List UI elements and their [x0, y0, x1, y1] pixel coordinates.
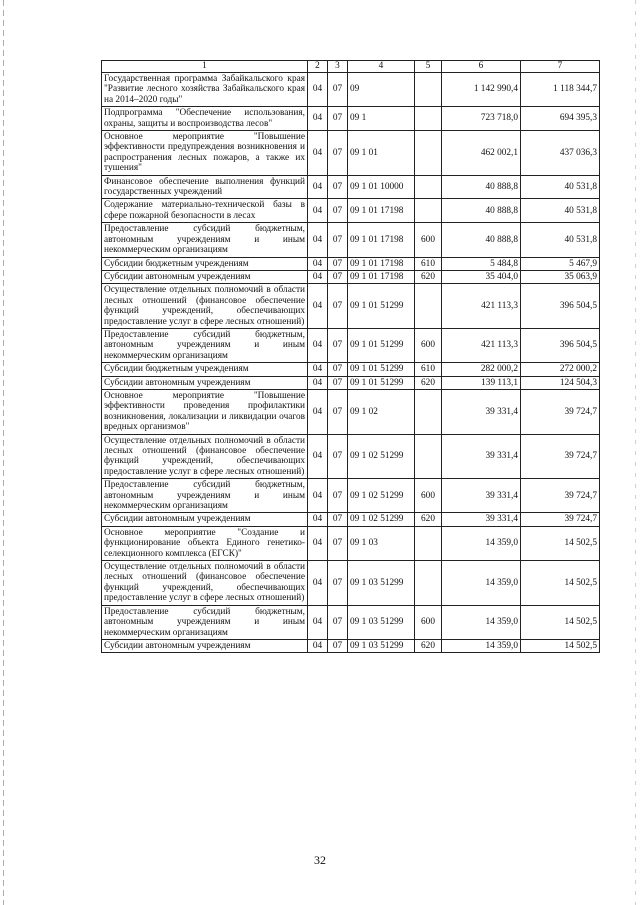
item-name: Государственная программа Забайкальского края "Развитие лесного хозяйства Забайкальского края на 2014–2020 годы": [102, 73, 308, 107]
table-row: [102, 561, 600, 606]
amount-year-2: 14 502,5: [521, 639, 600, 652]
target-article-code: 09 1 01 17198: [348, 199, 415, 223]
section-code: 04: [308, 389, 328, 434]
target-article-code: 09 1 03 51299: [348, 605, 415, 639]
target-article-code: 09 1 01 51299: [348, 363, 415, 376]
target-article-code: 09 1: [348, 107, 415, 131]
target-article-code: 09 1 01 51299: [348, 328, 415, 362]
amount-year-2: 124 504,3: [521, 376, 600, 389]
header-col-7: 7: [521, 61, 600, 73]
expense-type-code: 620: [415, 513, 442, 526]
expense-type-code: [415, 199, 442, 223]
amount-year-1: 1 142 990,4: [442, 73, 521, 107]
item-name: Предоставление субсидий бюджетным, автономным учреждениям и иным некоммерческим организациям: [102, 328, 308, 362]
expense-type-code: [415, 561, 442, 606]
header-col-3: 3: [328, 61, 348, 73]
expense-type-code: [415, 526, 442, 560]
item-name: Субсидии бюджетным учреждениям: [102, 257, 308, 270]
subsection-code: 07: [328, 175, 348, 199]
amount-year-1: 14 359,0: [442, 526, 521, 560]
table-header: [102, 61, 600, 73]
section-code: 04: [308, 199, 328, 223]
table-row: [102, 270, 600, 283]
item-name: Предоставление субсидий бюджетным, автономным учреждениям и иным некоммерческим организациям: [102, 479, 308, 513]
table-row: [102, 199, 600, 223]
table-row: [102, 513, 600, 526]
item-name: Субсидии автономным учреждениям: [102, 270, 308, 283]
amount-year-1: 14 359,0: [442, 605, 521, 639]
scan-edge-left: [3, 0, 4, 905]
target-article-code: 09 1 01: [348, 131, 415, 176]
subsection-code: 07: [328, 270, 348, 283]
expense-type-code: 620: [415, 376, 442, 389]
target-article-code: 09: [348, 73, 415, 107]
header-col-2: 2: [308, 61, 328, 73]
table-row: [102, 131, 600, 176]
target-article-code: 09 1 01 17198: [348, 257, 415, 270]
subsection-code: 07: [328, 284, 348, 329]
table-body: [102, 73, 600, 653]
expense-type-code: [415, 175, 442, 199]
table-row: [102, 639, 600, 652]
amount-year-1: 421 113,3: [442, 284, 521, 329]
header-col-4: 4: [348, 61, 415, 73]
table-row: [102, 526, 600, 560]
amount-year-1: 14 359,0: [442, 561, 521, 606]
target-article-code: 09 1 01 17198: [348, 270, 415, 283]
subsection-code: 07: [328, 73, 348, 107]
target-article-code: 09 1 01 51299: [348, 284, 415, 329]
section-code: 04: [308, 131, 328, 176]
target-article-code: 09 1 02 51299: [348, 513, 415, 526]
expense-type-code: 600: [415, 223, 442, 257]
table-row: [102, 605, 600, 639]
item-name: Основное мероприятие "Создание и функционирование объекта Единого генетико-селекционного комплекса (ЕГСК)": [102, 526, 308, 560]
amount-year-2: 40 531,8: [521, 175, 600, 199]
subsection-code: 07: [328, 328, 348, 362]
amount-year-1: 39 331,4: [442, 434, 521, 479]
item-name: Содержание материально-технической базы в сфере пожарной безопасности в лесах: [102, 199, 308, 223]
header-col-6: 6: [442, 61, 521, 73]
item-name: Основное мероприятие "Повышение эффективности предупреждения возникновения и распространения лесных пожаров, а также их тушения": [102, 131, 308, 176]
subsection-code: 07: [328, 526, 348, 560]
amount-year-1: 421 113,3: [442, 328, 521, 362]
target-article-code: 09 1 03 51299: [348, 639, 415, 652]
amount-year-2: 40 531,8: [521, 199, 600, 223]
amount-year-1: 39 331,4: [442, 479, 521, 513]
section-code: 04: [308, 605, 328, 639]
expense-type-code: [415, 389, 442, 434]
section-code: 04: [308, 526, 328, 560]
amount-year-2: 396 504,5: [521, 328, 600, 362]
amount-year-1: 39 331,4: [442, 513, 521, 526]
section-code: 04: [308, 479, 328, 513]
target-article-code: 09 1 02: [348, 389, 415, 434]
amount-year-2: 39 724,7: [521, 389, 600, 434]
item-name: Подпрограмма "Обеспечение использования, охраны, защиты и воспроизводства лесов": [102, 107, 308, 131]
subsection-code: 07: [328, 389, 348, 434]
item-name: Финансовое обеспечение выполнения функций государственных учреждений: [102, 175, 308, 199]
scan-edge-right: [635, 0, 636, 905]
table-row: [102, 73, 600, 107]
target-article-code: 09 1 03 51299: [348, 561, 415, 606]
amount-year-1: 39 331,4: [442, 389, 521, 434]
target-article-code: 09 1 01 10000: [348, 175, 415, 199]
subsection-code: 07: [328, 363, 348, 376]
amount-year-2: 437 036,3: [521, 131, 600, 176]
section-code: 04: [308, 284, 328, 329]
section-code: 04: [308, 223, 328, 257]
expense-type-code: [415, 73, 442, 107]
subsection-code: 07: [328, 131, 348, 176]
budget-table: [101, 60, 600, 653]
amount-year-2: 694 395,3: [521, 107, 600, 131]
table-row: [102, 284, 600, 329]
expense-type-code: 620: [415, 639, 442, 652]
section-code: 04: [308, 73, 328, 107]
section-code: 04: [308, 376, 328, 389]
expense-type-code: [415, 434, 442, 479]
table-row: [102, 175, 600, 199]
amount-year-2: 40 531,8: [521, 223, 600, 257]
subsection-code: 07: [328, 513, 348, 526]
subsection-code: 07: [328, 561, 348, 606]
section-code: 04: [308, 513, 328, 526]
amount-year-1: 139 113,1: [442, 376, 521, 389]
amount-year-2: 14 502,5: [521, 526, 600, 560]
expense-type-code: [415, 107, 442, 131]
table-row: [102, 376, 600, 389]
page-number: 32: [314, 853, 326, 867]
item-name: Предоставление субсидий бюджетным, автономным учреждениям и иным некоммерческим организациям: [102, 605, 308, 639]
section-code: 04: [308, 328, 328, 362]
section-code: 04: [308, 363, 328, 376]
section-code: 04: [308, 434, 328, 479]
header-col-1: 1: [102, 61, 308, 73]
amount-year-1: 40 888,8: [442, 223, 521, 257]
amount-year-2: 14 502,5: [521, 605, 600, 639]
table-row: [102, 434, 600, 479]
target-article-code: 09 1 02 51299: [348, 434, 415, 479]
subsection-code: 07: [328, 107, 348, 131]
item-name: Осуществление отдельных полномочий в области лесных отношений (финансовое обеспечение функций учреждений, обеспечивающих предоставление услуг в сфере лесных отношений): [102, 561, 308, 606]
item-name: Субсидии автономным учреждениям: [102, 376, 308, 389]
expense-type-code: [415, 131, 442, 176]
amount-year-1: 462 002,1: [442, 131, 521, 176]
expense-type-code: 600: [415, 605, 442, 639]
subsection-code: 07: [328, 257, 348, 270]
table-row: [102, 363, 600, 376]
amount-year-1: 723 718,0: [442, 107, 521, 131]
header-col-5: 5: [415, 61, 442, 73]
section-code: 04: [308, 257, 328, 270]
subsection-code: 07: [328, 434, 348, 479]
amount-year-1: 5 484,8: [442, 257, 521, 270]
expense-type-code: 610: [415, 363, 442, 376]
amount-year-2: 39 724,7: [521, 513, 600, 526]
amount-year-2: 35 063,9: [521, 270, 600, 283]
amount-year-1: 40 888,8: [442, 199, 521, 223]
header-row: [102, 61, 600, 73]
expense-type-code: 600: [415, 479, 442, 513]
section-code: 04: [308, 639, 328, 652]
target-article-code: 09 1 03: [348, 526, 415, 560]
target-article-code: 09 1 01 51299: [348, 376, 415, 389]
item-name: Субсидии бюджетным учреждениям: [102, 363, 308, 376]
section-code: 04: [308, 561, 328, 606]
amount-year-2: 396 504,5: [521, 284, 600, 329]
amount-year-2: 5 467,9: [521, 257, 600, 270]
amount-year-2: 39 724,7: [521, 434, 600, 479]
table-row: [102, 328, 600, 362]
target-article-code: 09 1 02 51299: [348, 479, 415, 513]
item-name: Субсидии автономным учреждениям: [102, 513, 308, 526]
table-row: [102, 479, 600, 513]
section-code: 04: [308, 175, 328, 199]
subsection-code: 07: [328, 199, 348, 223]
amount-year-2: 272 000,2: [521, 363, 600, 376]
section-code: 04: [308, 270, 328, 283]
section-code: 04: [308, 107, 328, 131]
subsection-code: 07: [328, 605, 348, 639]
expense-type-code: [415, 284, 442, 329]
expense-type-code: 620: [415, 270, 442, 283]
subsection-code: 07: [328, 639, 348, 652]
expense-type-code: 600: [415, 328, 442, 362]
amount-year-1: 35 404,0: [442, 270, 521, 283]
target-article-code: 09 1 01 17198: [348, 223, 415, 257]
table-row: [102, 223, 600, 257]
subsection-code: 07: [328, 376, 348, 389]
table-row: [102, 389, 600, 434]
expense-type-code: 610: [415, 257, 442, 270]
item-name: Осуществление отдельных полномочий в области лесных отношений (финансовое обеспечение функций учреждений, обеспечивающих предоставление услуг в сфере лесных отношений): [102, 434, 308, 479]
table-row: [102, 257, 600, 270]
amount-year-2: 14 502,5: [521, 561, 600, 606]
table-row: [102, 107, 600, 131]
amount-year-1: 14 359,0: [442, 639, 521, 652]
item-name: Предоставление субсидий бюджетным, автономным учреждениям и иным некоммерческим организациям: [102, 223, 308, 257]
subsection-code: 07: [328, 223, 348, 257]
amount-year-2: 39 724,7: [521, 479, 600, 513]
amount-year-1: 40 888,8: [442, 175, 521, 199]
amount-year-2: 1 118 344,7: [521, 73, 600, 107]
item-name: Осуществление отдельных полномочий в области лесных отношений (финансовое обеспечение функций учреждений, обеспечивающих предоставление услуг в сфере лесных отношений): [102, 284, 308, 329]
subsection-code: 07: [328, 479, 348, 513]
amount-year-1: 282 000,2: [442, 363, 521, 376]
item-name: Основное мероприятие "Повышение эффективности проведения профилактики возникновения, локализации и ликвидации очагов вредных организмов": [102, 389, 308, 434]
item-name: Субсидии автономным учреждениям: [102, 639, 308, 652]
